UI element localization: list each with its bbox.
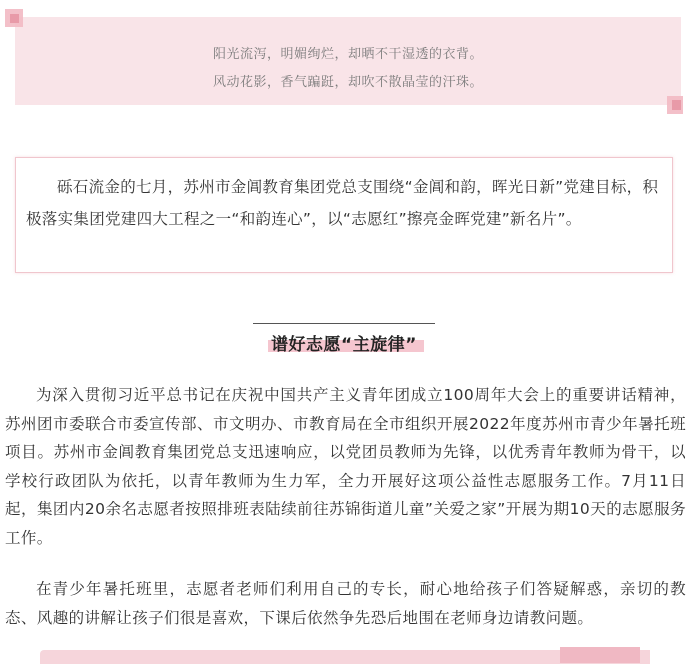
photo-frame-accent <box>560 647 640 663</box>
section-heading: 谱好志愿“主旋律” <box>271 335 417 355</box>
poem-line-2: 风动花影，香气蹁跹，却吹不散晶莹的汗珠。 <box>212 75 483 90</box>
heading-rule <box>253 323 435 324</box>
poem-line-1: 阳光流泻，明媚绚烂，却晒不干湿透的衣背。 <box>212 47 483 62</box>
body-paragraph-2: 在青少年暑托班里，志愿者老师们利用自己的专长，耐心地给孩子们答疑解惑，亲切的教态、风趣的讲解让孩子们很是喜欢，下课后依然争先恐后地围在老师身边请教问题。 <box>5 580 686 627</box>
body-paragraph-1: 为深入贯彻习近平总书记在庆祝中国共产主义青年团成立100周年大会上的重要讲话精神，苏州团市委联合市委宣传部、市文明办、市教育局在全市组织开展2022年度苏州市青少年暑托班项目。苏州市金阊教育集团党总支迅速响应，以党团员教师为先锋，以优秀青年教师为骨干，以学校行政团队为依托，以青年教师为生力军，全力开展好这项公益性志愿服务工作。7月11日起，集团内20余名志愿者按照排班表陆续前往苏锦街道儿童”关爱之家”开展为期10天的志愿服务工作。 <box>5 386 686 547</box>
corner-decoration-top-left-inner <box>10 14 19 23</box>
corner-decoration-bottom-right-inner <box>672 100 681 110</box>
intro-paragraph: 砾石流金的七月，苏州市金阊教育集团党总支围绕“金阊和韵，晖光日新”党建目标，积极落实集团党建四大工程之一“和韵连心”，以“志愿红”擦亮金晖党建”新名片”。 <box>26 178 659 228</box>
